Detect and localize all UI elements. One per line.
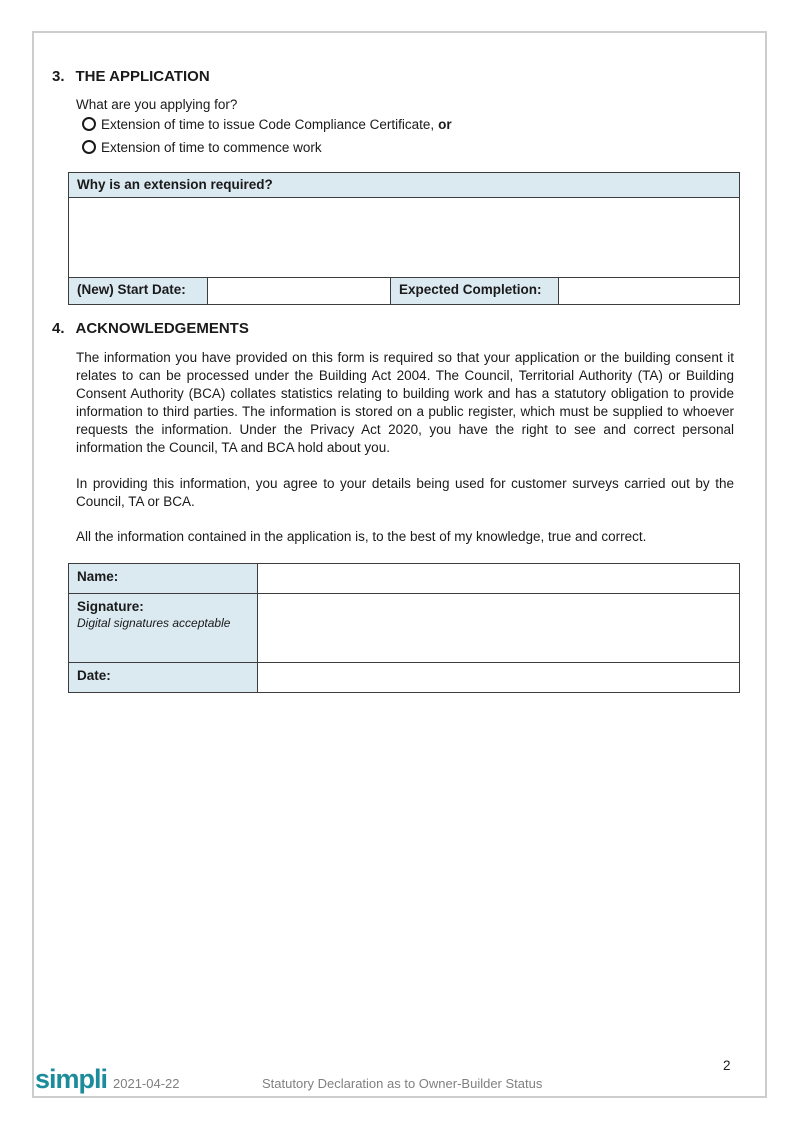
start-date-label: (New) Start Date: xyxy=(69,278,208,304)
start-date-input[interactable] xyxy=(208,278,391,304)
acknowledgement-paragraph-1: The information you have provided on this form is required so that your application or the building consent it relates to can be processed under the Building Act 2004. The Council, Territorial Authority (TA) or Building Consent Authority (BCA) collates statistics relating to building work and has a statutory obligation to provide information to third parties. The information is stored on a public register, which must be supplied to whoever requests the information. Under the Privacy Act 2020, you have the right to see and correct personal information the Council, TA and BCA hold about you. xyxy=(76,350,734,455)
date-input[interactable] xyxy=(258,663,739,692)
section-4-heading xyxy=(52,320,249,337)
signature-label: Signature: xyxy=(77,599,144,614)
signature-input[interactable] xyxy=(258,594,739,662)
section-3-heading xyxy=(52,68,210,85)
radio-button-icon[interactable] xyxy=(82,117,96,131)
section-4-title: ACKNOWLEDGEMENTS xyxy=(75,320,249,337)
extension-table xyxy=(68,172,740,305)
date-label: Date: xyxy=(69,663,258,692)
radio-button-icon[interactable] xyxy=(82,140,96,154)
applying-for-question: What are you applying for? xyxy=(76,97,238,112)
acknowledgement-paragraph-2: In providing this information, you agree to your details being used for customer surveys carried out by the Council, TA or BCA. xyxy=(76,476,734,509)
expected-completion-input[interactable] xyxy=(559,278,739,304)
signature-row xyxy=(69,594,739,663)
radio-option-label: Extension of time to commence work xyxy=(101,139,322,155)
radio-option-label: Extension of time to issue Code Compliance Certificate, or xyxy=(101,116,452,132)
footer-date: 2021-04-22 xyxy=(113,1076,180,1091)
page-number: 2 xyxy=(723,1058,731,1073)
section-3-title: THE APPLICATION xyxy=(75,68,210,85)
section-3-number: 3. xyxy=(52,68,65,85)
radio-option-commence-work[interactable] xyxy=(82,139,322,155)
signature-note: Digital signatures acceptable xyxy=(77,616,231,630)
signature-table xyxy=(68,563,740,693)
name-input[interactable] xyxy=(258,564,739,593)
simpli-logo: simpli xyxy=(35,1064,108,1094)
expected-completion-label: Expected Completion: xyxy=(391,278,559,304)
signature-label-cell xyxy=(69,594,258,662)
extension-reason-header: Why is an extension required? xyxy=(69,173,739,198)
section-4-number: 4. xyxy=(52,320,65,337)
acknowledgement-paragraph-3: All the information contained in the application is, to the best of my knowledge, true and correct. xyxy=(76,529,647,544)
name-row xyxy=(69,564,739,594)
radio-option-code-compliance[interactable] xyxy=(82,116,452,132)
date-row xyxy=(69,663,739,692)
name-label: Name: xyxy=(69,564,258,593)
document-page xyxy=(32,31,767,1098)
footer-document-title: Statutory Declaration as to Owner-Builder Status xyxy=(262,1076,543,1091)
dates-row xyxy=(69,278,739,304)
extension-reason-input[interactable] xyxy=(69,198,739,278)
